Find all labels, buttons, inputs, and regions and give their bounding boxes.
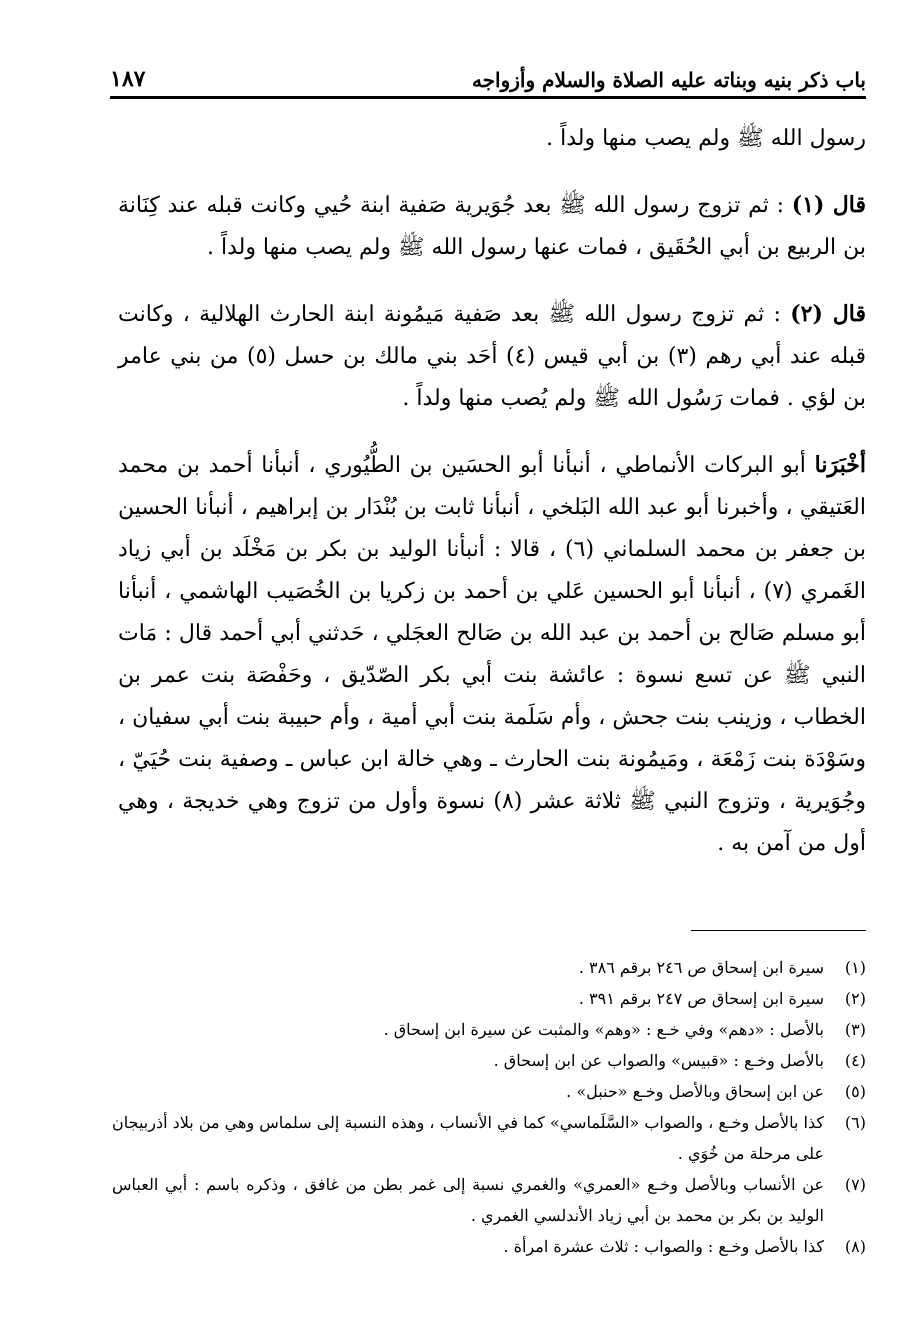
paragraph-4-lead: أخْبَرَنا [814, 452, 866, 478]
running-header [110, 60, 866, 99]
chapter-title: باب ذكر بنيه وبناته عليه الصلاة والسلام وأزواجه [471, 68, 866, 92]
footnote [112, 1045, 866, 1076]
footnote-number: (٥) [844, 1082, 866, 1101]
footnote-rule [691, 930, 866, 931]
footnote-text: عن الأنساب وبالأصل وخـع «العمري» والغمري نسبة إلى غمر بطن من غافق ، وذكره باسم : أبي العباس الوليد بن بكر بن محمد بن أبي زياد الأندلسي الغمري . [112, 1175, 824, 1225]
page-number: ١٨٧ [110, 66, 146, 92]
footnote-text: سيرة ابن إسحاق ص ٢٤٧ برقم ٣٩١ . [578, 989, 824, 1008]
paragraph-2-lead: قال (١) [791, 192, 866, 218]
footnote-number: (٣) [844, 1020, 866, 1039]
footnote-number: (٤) [844, 1051, 866, 1070]
paragraph-2 [118, 184, 866, 269]
paragraph-1: رسول الله ﷺ ولم يصب منها ولداً . [546, 126, 866, 151]
footnote [112, 952, 866, 983]
footnotes [112, 952, 866, 1262]
paragraph-4-text: أبو البركات الأنماطي ، أنبأنا أبو الحسَين بن الطُّيُوري ، أنبأنا أحمد بن محمد العَتيقي ، وأخبرنا أبو عبد الله البَلخي ، أنبأنا ثابت بن بُنْدَار بن إبراهيم ، أنبأنا الحسين بن جعفر بن محمد السلماني (٦) ، قالا : أنبأنا الوليد بن بكر بن مَخْلَد بن أبي زياد الغَمري (٧) ، أنبأنا أبو الحسين عَلي بن أحمد بن زكريا بن الخُصَيب الهاشمي ، أنبأنا أبو مسلم صَالح بن أحمد بن عبد الله بن صَالح العجَلي ، حَدثني أبي أحمد قال : مَات النبي ﷺ عن تسع نسوة : عائشة بنت أبي بكر الصّدّيق ، وحَفْصَة بنت عمر بن الخطاب ، وزينب بنت جحش ، وأم سَلَمة بنت أبي أمية ، وأم حبيبة بنت أبي سفيان ، وسَوْدَة بنت زَمْعَة ، ومَيمُونة بنت الحارث ـ وهي خالة ابن عباس ـ وصفية بنت حُيَيّ ، وجُوَيرية ، وتزوج النبي ﷺ ثلاثة عشر (٨) نسوة وأول من تزوج وهي خديجة ، وهي أول من آمن به . [118, 453, 866, 856]
paragraph-3 [118, 293, 866, 420]
footnote [112, 1076, 866, 1107]
footnote-text: بالأصل وخـع : «قبيس» والصواب عن ابن إسحاق . [493, 1051, 824, 1070]
footnote-text: كذا بالأصل وخـع ، والصواب «السَّلَماسي» كما في الأنساب ، وهذه النسبة إلى سلماس وهي من بلاد أذربيجان على مرحلة من خُوَي . [112, 1113, 824, 1163]
footnote-number: (١) [844, 958, 866, 977]
footnote-number: (٦) [844, 1113, 866, 1132]
footnote [112, 1107, 866, 1169]
footnote-text: عن ابن إسحاق وبالأصل وخـع «حنبل» . [566, 1082, 824, 1101]
main-text [118, 118, 866, 865]
paragraph-4 [118, 444, 866, 865]
footnote [112, 1169, 866, 1231]
footnote-number: (٨) [844, 1237, 866, 1256]
paragraph-3-text: : ثم تزوج رسول الله ﷺ بعد صَفية مَيمُونة ابنة الحارث الهلالية ، وكانت قبله عند أبي رهم (٣) بن أبي قيس (٤) أحَد بني مالك بن حسل (٥) من بني عامر بن لؤي . فمات رَسُول الله ﷺ ولم يُصب منها ولداً . [118, 302, 866, 411]
paragraph-2-text: : ثم تزوج رسول الله ﷺ بعد جُوَيرية صَفية ابنة حُيي وكانت قبله عند كِنَانة بن الربيع بن أبي الحُقَيق ، فمات عنها رسول الله ﷺ ولم يصب منها ولداً . [118, 193, 866, 260]
footnote-text: سيرة ابن إسحاق ص ٢٤٦ برقم ٣٨٦ . [578, 958, 824, 977]
footnote-number: (٢) [844, 989, 866, 1008]
footnote [112, 1231, 866, 1262]
paragraph-3-lead: قال (٢) [790, 301, 867, 327]
footnote [112, 1014, 866, 1045]
footnote-text: كذا بالأصل وخـع : والصواب : ثلاث عشرة امرأة . [503, 1237, 824, 1256]
footnote-number: (٧) [844, 1175, 866, 1194]
footnote [112, 983, 866, 1014]
footnote-text: بالأصل : «دهم» وفي خـع : «وهم» والمثبت عن سيرة ابن إسحاق . [383, 1020, 824, 1039]
